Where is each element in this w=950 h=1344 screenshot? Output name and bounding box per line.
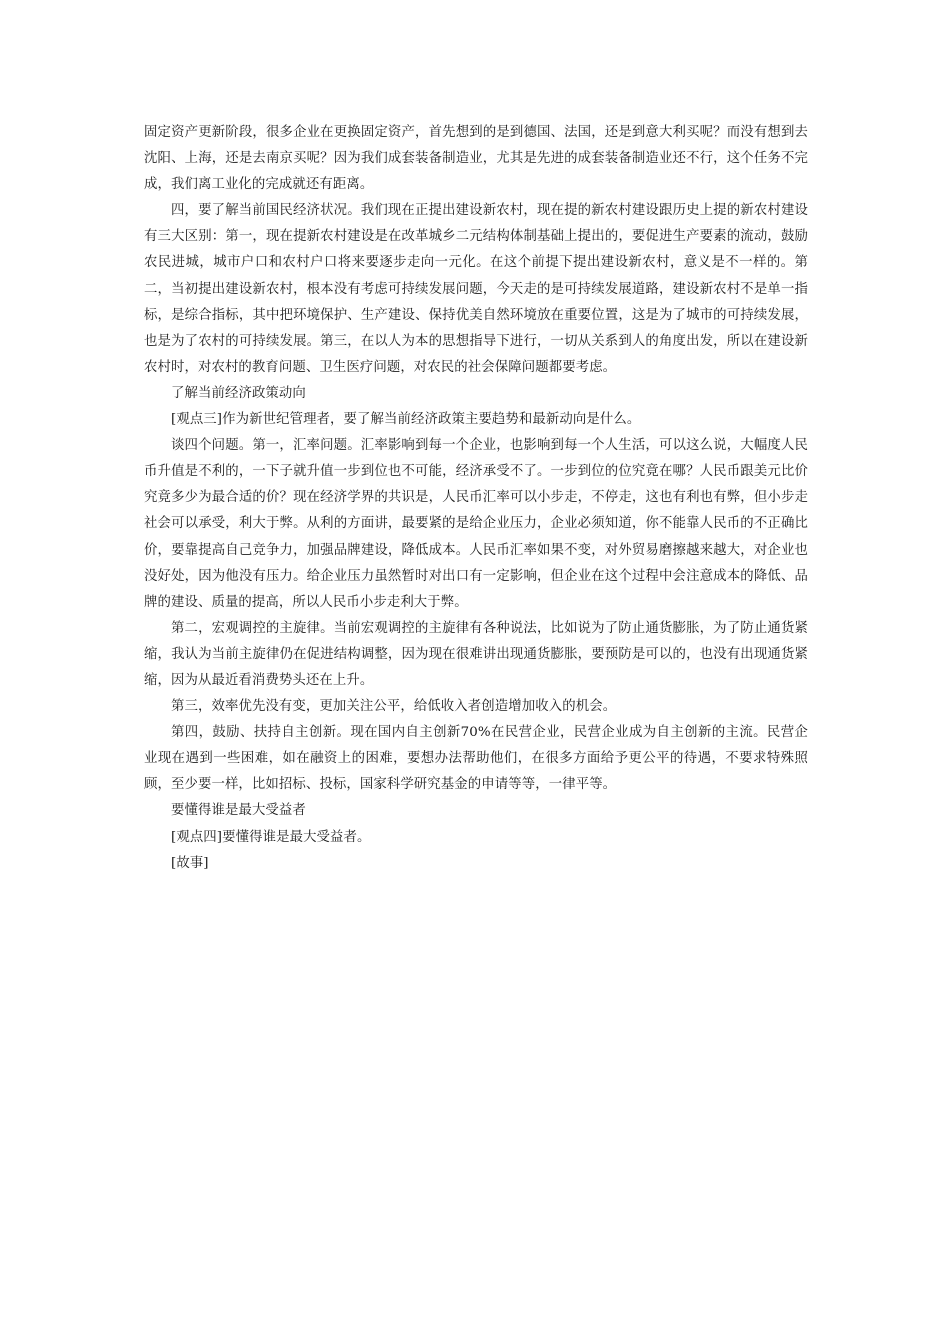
paragraph-new-countryside: 四，要了解当前国民经济状况。我们现在正提出建设新农村，现在提的新农村建设跟历史上提的新农村建设有三大区别：第一，现在提新农村建设是在改革城乡二元结构体制基础上提出的，要促进生产要素的流动，鼓励农民进城，城市户口和农村户口将来要逐步走向一元化。在这个前提下提出建设新农村，意义是不一样的。第二，当初提出建设新农村，根本没有考虑可持续发展问题，今天走的是可持续发展道路，建设新农村不是单一指标，是综合指标，其中把环境保护、生产建设、保持优美自然环境放在重要位置，这是为了城市的可持续发展，也是为了农村的可持续发展。第三，在以人为本的思想指导下进行，一切从关系到人的角度出发，所以在建设新农村时，对农村的教育问题、卫生医疗问题，对农民的社会保障问题都要考虑。 (144, 203, 808, 375)
paragraph-innovation: 第四，鼓励、扶持自主创新。现在国内自主创新70%在民营企业，民营企业成为自主创新的主流。民营企业现在遇到一些困难，如在融资上的困难，要想办法帮助他们，在很多方面给予更公平的待遇，不要求特殊照顾，至少要一样，比如招标、投标，国家科学研究基金的申请等等，一律平等。 (144, 725, 808, 793)
paragraph-efficiency-fairness: 第三，效率优先没有变，更加关注公平，给低收入者创造增加收入的机会。 (171, 699, 617, 715)
paragraph-macro-control: 第二，宏观调控的主旋律。当前宏观调控的主旋律有各种说法，比如说为了防止通货膨胀，为了防止通货紧缩，我认为当前主旋律仍在促进结构调整，因为现在很难讲出现通货膨胀，要预防是可以的，也没有出现通货紧缩，因为从最近看消费势头还在上升。 (144, 620, 808, 688)
section-heading-economic-policy: 了解当前经济政策动向 (171, 385, 306, 401)
section-heading-beneficiary: 要懂得谁是最大受益者 (171, 803, 306, 819)
paragraph-viewpoint-four: [观点四]要懂得谁是最大受益者。 (171, 829, 371, 845)
paragraph-exchange-rate: 谈四个问题。第一，汇率问题。汇率影响到每一个企业，也影响到每一个人生活，可以这么说，大幅度人民币升值是不利的，一下子就升值一步到位也不可能，经济承受不了。一步到位的位究竟在哪？人民币跟美元比价究竟多少为最合适的价？现在经济学界的共识是，人民币汇率可以小步走，不停走，这也有利也有弊，但小步走社会可以承受，利大于弊。从利的方面讲，最要紧的是给企业压力，企业必须知道，你不能靠人民币的不正确比价，要靠提高自己竞争力，加强品牌建设，降低成本。人民币汇率如果不变，对外贸易磨擦越来越大，对企业也没好处，因为他没有压力。给企业压力虽然暂时对出口有一定影响，但企业在这个过程中会注意成本的降低、品牌的建设、质量的提高，所以人民币小步走利大于弊。 (144, 438, 808, 610)
document-page (144, 120, 808, 877)
paragraph-story-label: [故事] (171, 855, 209, 871)
paragraph-viewpoint-three: [观点三]作为新世纪管理者，要了解当前经济政策主要趋势和最新动向是什么。 (171, 412, 641, 428)
paragraph-fixed-assets: 固定资产更新阶段，很多企业在更换固定资产，首先想到的是到德国、法国，还是到意大利买呢？而没有想到去沈阳、上海，还是去南京买呢？因为我们成套装备制造业，尤其是先进的成套装备制造业还不行，这个任务不完成，我们离工业化的完成就还有距离。 (144, 125, 808, 193)
